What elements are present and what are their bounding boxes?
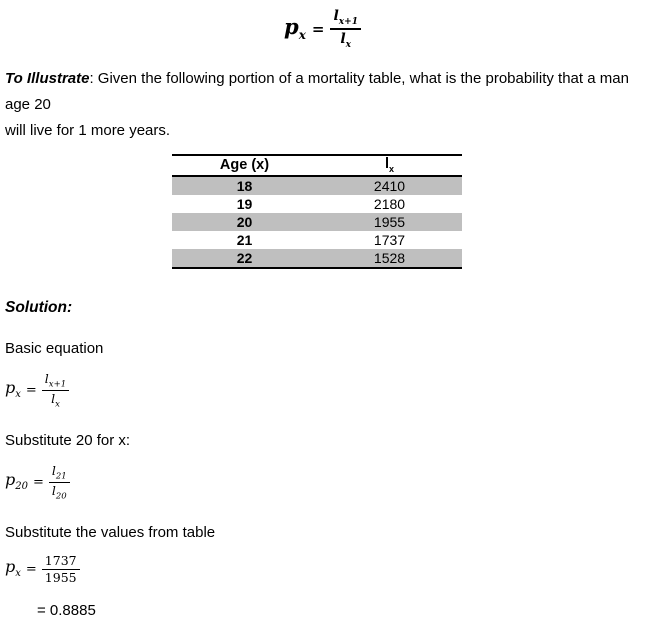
table-row — [172, 176, 462, 195]
fraction — [49, 464, 70, 501]
step-label-basic-equation: Basic equation — [5, 339, 104, 357]
table-row — [172, 231, 462, 249]
fraction — [330, 8, 361, 50]
lx-cell: 1528 — [373, 249, 406, 266]
fraction — [42, 372, 69, 409]
denominator: 1955 — [44, 569, 77, 585]
document-page — [0, 8, 645, 619]
age-cell: 21 — [236, 231, 253, 248]
problem-statement — [5, 66, 645, 144]
age-cell: 20 — [236, 213, 253, 230]
equals-sign: = — [25, 561, 37, 577]
numerator: $l_{21}$ — [49, 464, 70, 483]
p-term: $p_x$ — [5, 378, 21, 401]
lx-cell: 1955 — [373, 213, 406, 230]
age-cell: 22 — [236, 249, 253, 266]
equals-sign: = — [311, 19, 325, 38]
table-row — [172, 213, 462, 231]
lx-cell: 2410 — [373, 177, 406, 194]
col-header-age: Age (x) — [219, 157, 270, 174]
col-header-lx: $l_x$ — [384, 156, 395, 175]
denominator: $l_x$ — [340, 30, 352, 50]
numerator: $l_{x+1}$ — [330, 8, 361, 30]
step-label-substitute-x: Substitute 20 for x: — [5, 431, 131, 449]
denominator: $l_x$ — [51, 390, 60, 410]
result-line: = 0.8885 — [37, 602, 96, 619]
problem-text-line2: will live for 1 more years. — [5, 121, 171, 139]
formula-values — [5, 554, 645, 586]
p-term: $p_x$ — [5, 557, 21, 580]
problem-lead: To Illustrate — [5, 69, 90, 87]
p-term: $p_{20}$ — [5, 470, 28, 493]
table-header — [172, 155, 462, 176]
main-formula — [0, 8, 645, 50]
mortality-table — [172, 154, 462, 269]
lx-cell: 2180 — [373, 195, 406, 212]
fraction — [42, 554, 80, 586]
age-cell: 18 — [236, 177, 253, 194]
solution-heading: Solution: — [5, 298, 73, 316]
numerator: 1737 — [42, 554, 80, 570]
step-label-substitute-values: Substitute the values from table — [5, 523, 216, 541]
p-term: $p_x$ — [284, 14, 306, 43]
lx-cell: 1737 — [373, 231, 406, 248]
equals-sign: = — [32, 474, 44, 490]
equals-sign: = — [25, 382, 37, 398]
table-row — [172, 195, 462, 213]
formula-substituted — [5, 464, 645, 501]
age-cell: 19 — [236, 195, 253, 212]
denominator: $l_{20}$ — [51, 482, 67, 502]
table-row — [172, 249, 462, 268]
formula-basic-equation — [5, 372, 645, 409]
problem-text-line1: : Given the following portion of a mortality table, what is the probability that a man age 20 — [5, 69, 629, 113]
numerator: $l_{x+1}$ — [42, 372, 69, 391]
